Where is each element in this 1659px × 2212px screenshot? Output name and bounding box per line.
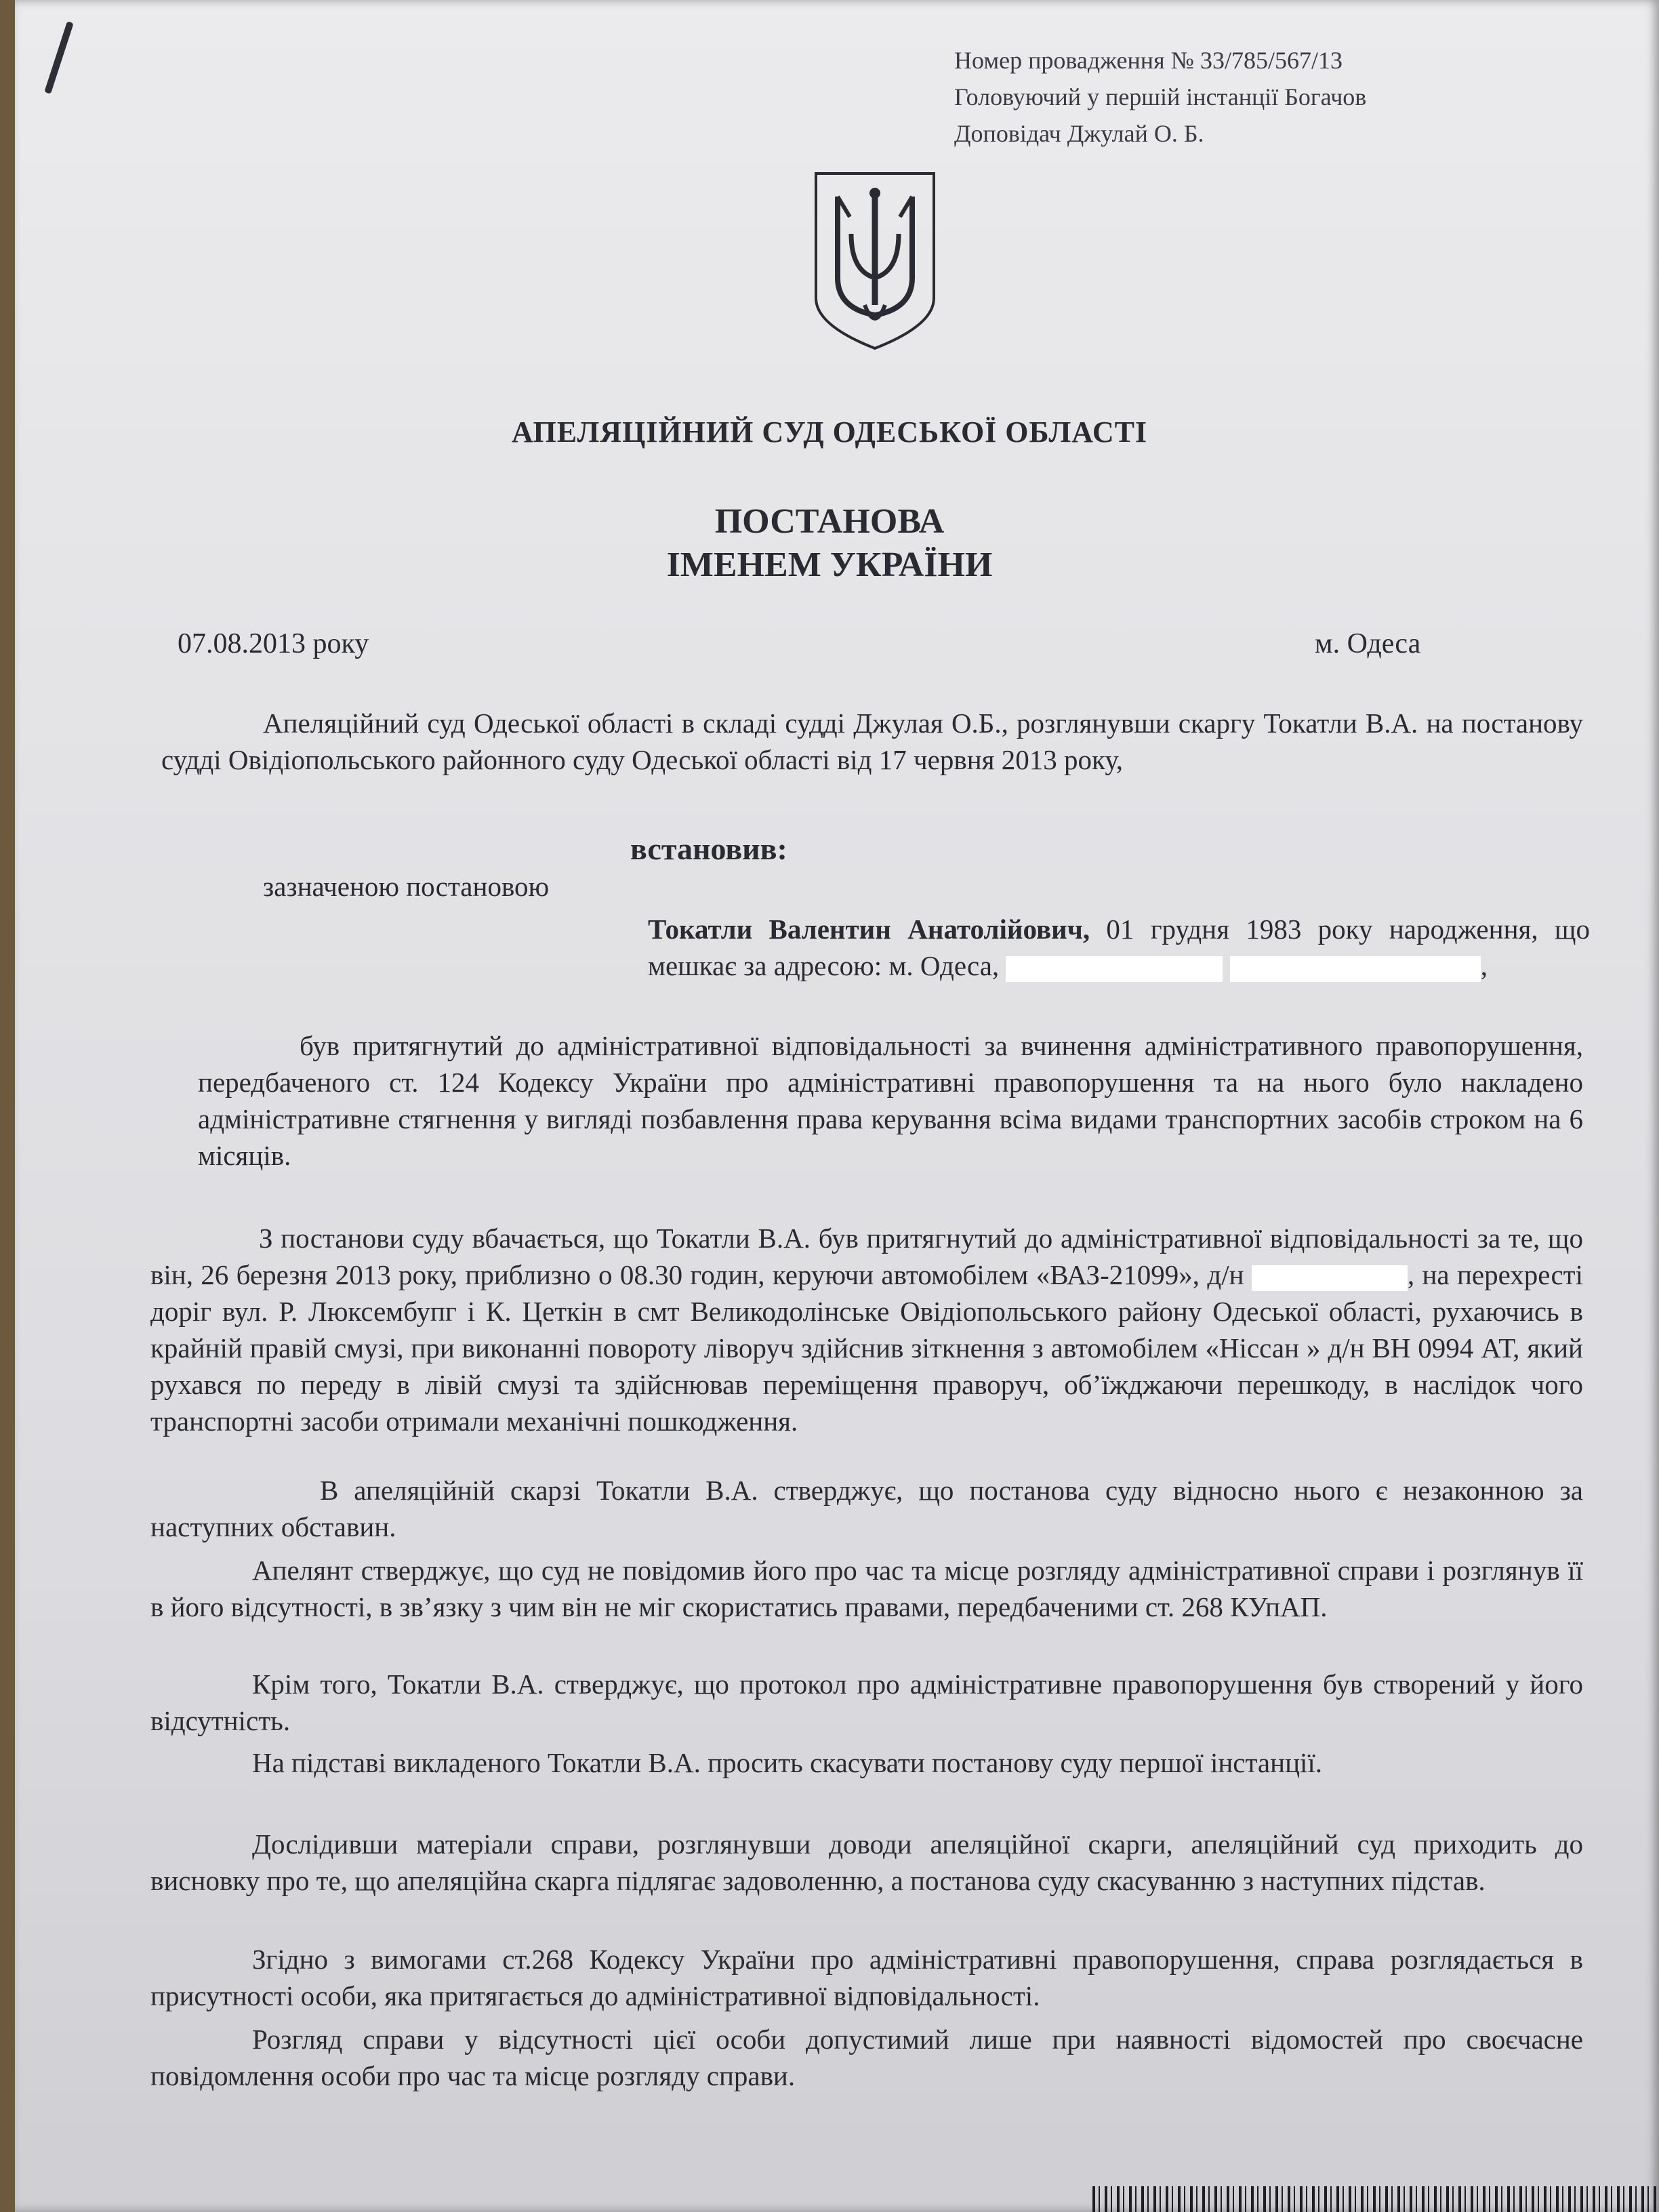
body-paragraph: Дослідивши матеріали справи, розглянувши доводи апеляційної скарги, апеляційний суд приходить до висновку про те, що апеляційна скарга підлягає задоволенню, а постанова суду скасуванню з наступних підстав. bbox=[150, 1828, 1583, 1896]
coat-of-arms-trident-icon bbox=[811, 169, 939, 352]
noted-by-resolution: зазначеною постановою bbox=[263, 871, 550, 902]
intro-paragraph: Апеляційний суд Одеської області в складі судді Джулая О.Б., розглянувши скаргу Токатли В.А. на постанову судді Овідіопольського районного суду Одеської області від 17 червня 2013 року, bbox=[161, 708, 1583, 775]
document-title bbox=[0, 500, 1659, 587]
person-name: Токатли Валентин Анатолійович, bbox=[648, 914, 1090, 945]
redacted-address bbox=[1230, 956, 1481, 982]
document-title-line2: ІМЕНЕМ УКРАЇНИ bbox=[666, 546, 993, 584]
person-block: Токатли Валентин Анатолійович, 01 грудня 1983 року народження, що мешкає за адресою: м. Одеса, , bbox=[648, 914, 1591, 981]
established-heading: встановив: bbox=[630, 832, 787, 866]
barcode bbox=[1092, 2186, 1659, 2212]
body-paragraph: Згідно з вимогами ст.268 Кодексу України про адміністративні правопорушення, справа розглядається в присутності особи, яка притягається до адміністративної відповідальності. bbox=[150, 1944, 1583, 2011]
redacted-address bbox=[1006, 956, 1223, 982]
body-paragraph bbox=[150, 1220, 1583, 1439]
body-paragraph: В апеляційній скарзі Токатли В.А. стверджує, що постанова суду відносно нього є незаконною за наступних обставин. bbox=[150, 1475, 1583, 1542]
presiding-judge: Головуючий у першій інстанції Богачов bbox=[954, 83, 1367, 110]
body-text: , на перехресті доріг вул. Р. Люксембупг і К. Цеткін в смт Великодолінське Овідіопольського району Одеської області, рухаючись в крайній правій смузі, при виконанні повороту ліворуч здійснив зіткнення з автомобілем «Ніссан » д/н ВН 0994 АТ, який рухався по переду в лівій смузі та здійснював переміщення праворуч, об’їжджаючи перешкоду, в наслідок чого транспортні засоби отримали механічні пошкодження. bbox=[150, 1259, 1583, 1437]
court-name: АПЕЛЯЦІЙНИЙ СУД ОДЕСЬКОЇ ОБЛАСТІ bbox=[511, 415, 1148, 449]
document-date: 07.08.2013 року bbox=[178, 628, 369, 659]
body-paragraph: Розгляд справи у відсутності цієї особи допустимий лише при наявності відомостей про своєчасне повідомлення особи про час та місце розгляду справи. bbox=[150, 2024, 1583, 2091]
body-paragraph: На підставі викладеного Токатли В.А. просить скасувати постанову суду першої інстанції. bbox=[252, 1747, 1323, 1778]
redacted-plate bbox=[1252, 1265, 1408, 1291]
document-title-line1: ПОСТАНОВА bbox=[714, 502, 945, 541]
body-paragraph: Крім того, Токатли В.А. стверджує, що протокол про адміністративне правопорушення був створений у його відсутність. bbox=[150, 1668, 1583, 1736]
body-text: З постанови суду вбачається, що Токатли В.А. був притягнутий до адміністративної відповідальності за те, що він, 26 березня 2013 року, приблизно о 08.30 годин, керуючи автомобілем «ВАЗ-21099», д/н bbox=[150, 1223, 1583, 1290]
case-number: Номер провадження № 33/785/567/13 bbox=[954, 47, 1343, 74]
person-details: 01 грудня 1983 року народження, що мешкає за адресою: м. Одеса, bbox=[648, 914, 1591, 981]
document-city: м. Одеса bbox=[1315, 628, 1421, 659]
body-paragraph: був притягнутий до адміністративної відповідальності за вчинення адміністративного правопорушення, передбаченого ст. 124 Кодексу України про адміністративні правопорушення та на нього було накладено адміністративне стягнення у вигляді позбавлення права керування всіма видами транспортних засобів строком на 6 місяців. bbox=[198, 1030, 1583, 1171]
body-paragraph: Апелянт стверджує, що суд не повідомив його про час та місце розгляду адміністративної справи і розглянув її в його відсутності, в зв’язку з чим він не міг скористатись правами, передбаченими ст. 268 КУпАП. bbox=[150, 1555, 1583, 1622]
reporter-judge: Доповідач Джулай О. Б. bbox=[954, 120, 1204, 147]
case-header bbox=[954, 42, 1366, 152]
